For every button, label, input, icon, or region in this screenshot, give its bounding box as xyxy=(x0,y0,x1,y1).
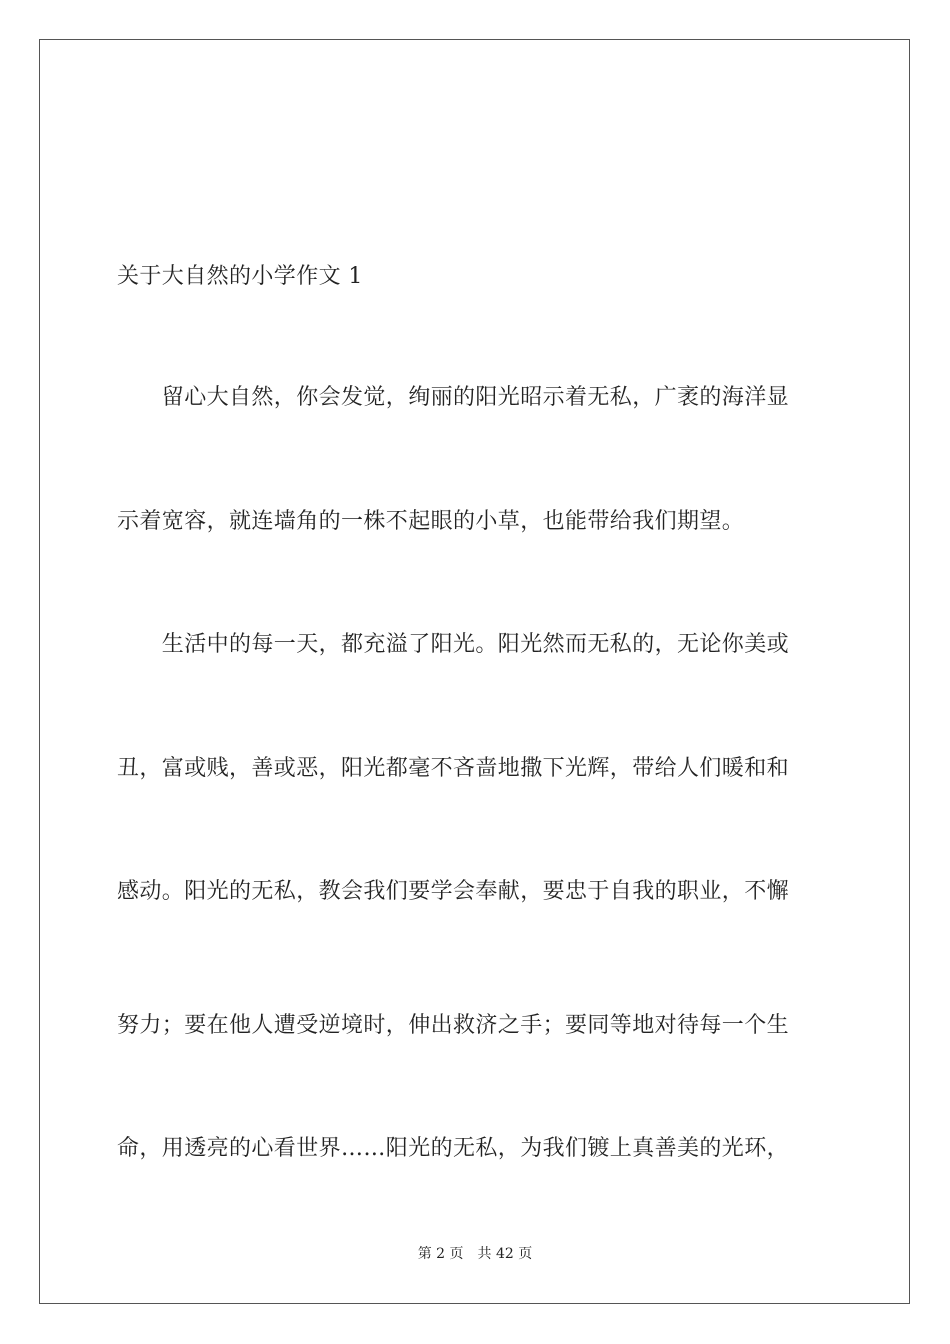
page-number: 第 2 页 xyxy=(417,1246,464,1262)
page-border xyxy=(39,39,910,1304)
paragraph-line: 努力；要在他人遭受逆境时，伸出救济之手；要同等地对待每一个生 xyxy=(117,1013,790,1038)
page-footer xyxy=(0,1244,950,1264)
paragraph-line: 命，用透亮的心看世界……阳光的无私，为我们镀上真善美的光环， xyxy=(117,1136,790,1161)
paragraph-line: 丑，富或贱，善或恶，阳光都毫不吝啬地撒下光辉，带给人们暖和和 xyxy=(117,756,790,781)
essay-title: 关于大自然的小学作文 1 xyxy=(117,264,363,289)
paragraph-line: 留心大自然，你会发觉，绚丽的阳光昭示着无私，广袤的海洋显 xyxy=(117,385,790,410)
total-pages: 共 42 页 xyxy=(477,1246,533,1262)
paragraph-line: 生活中的每一天，都充溢了阳光。阳光然而无私的，无论你美或 xyxy=(117,632,790,657)
paragraph-line: 示着宽容，就连墙角的一株不起眼的小草，也能带给我们期望。 xyxy=(117,509,745,534)
paragraph-line: 感动。阳光的无私，教会我们要学会奉献，要忠于自我的职业，不懈 xyxy=(117,879,790,904)
